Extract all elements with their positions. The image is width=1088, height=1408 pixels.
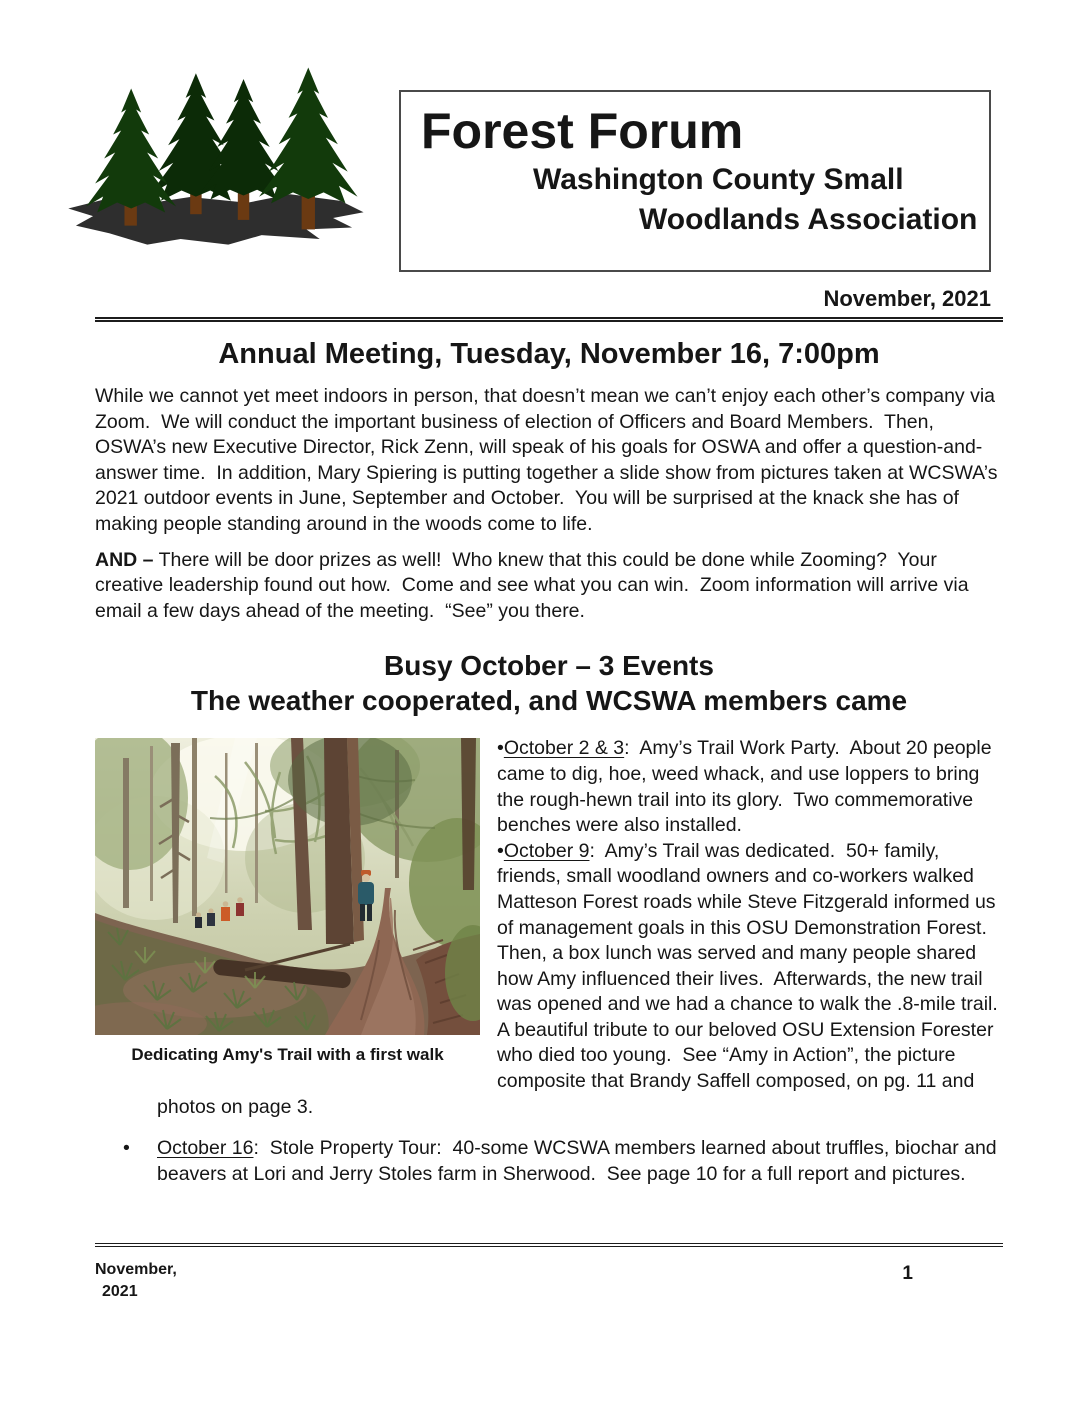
event-date-label: October 2 & 3 bbox=[503, 737, 625, 760]
event-bullet-oct-16 bbox=[95, 1136, 1003, 1187]
busy-october-heading-line1: Busy October – 3 Events bbox=[384, 650, 714, 682]
footer-date-line1: November, bbox=[95, 1261, 177, 1278]
event-date-label: October 9 bbox=[503, 839, 590, 862]
event-text: : Amy’s Trail was dedicated. 50+ family, friends, small woodland owners and co-workers walked Matteson Forest roads while Steve Fitzgerald informed us of management goals in this OSU Demonstration Forest. Then, a box lunch was served and many people shared how Amy influenced their lives. Afterwards, the new trail was opened and we had a chance to walk the .8-mile trail. A beautiful tribute to our beloved OSU Extension Forester who died too young. See “Amy in Action”, the picture composite that Brandy Saffell composed, on pg. 11 and photos on page 3. bbox=[157, 839, 1008, 1118]
page-footer bbox=[95, 1243, 1003, 1303]
trail-photo bbox=[95, 738, 480, 1035]
footer-date bbox=[95, 1259, 177, 1303]
masthead bbox=[0, 0, 1088, 272]
logo-trees-back bbox=[150, 73, 288, 201]
busy-october-heading-line2: The weather cooperated, and WCSWA members came bbox=[190, 685, 908, 717]
annual-meeting-paragraph: While we cannot yet meet indoors in person, that doesn’t mean we can’t enjoy each other’s company via Zoom. We will conduct the important business of election of Officers and Board Members. Then, OSWA’s new Executive Director, Rick Zenn, will speak of his goals for OSWA and offer a question-and-answer time. In addition, Mary Spiering is putting together a slide show from pictures taken at WCSWA’s 2021 outdoor events in June, September and October. You will be surprised at the knack she has of making people standing around in the woods come to life. bbox=[95, 385, 1003, 535]
event-text: : Amy’s Trail Work Party. About 20 people came to dig, hoe, weed whack, and use loppers to bring the rough-hewn trail into its glory. Two commemorative benches were also installed. bbox=[497, 737, 998, 837]
door-prizes-lead: AND – bbox=[95, 548, 154, 571]
busy-october-heading bbox=[95, 648, 1003, 718]
busy-october-section bbox=[95, 736, 1008, 1187]
header-rule bbox=[95, 317, 1003, 322]
bullet-dot-icon: • bbox=[497, 839, 504, 862]
footer-row bbox=[95, 1247, 1003, 1303]
pine-trees-logo bbox=[54, 58, 374, 258]
masthead-title-box bbox=[399, 90, 991, 272]
door-prizes-paragraph bbox=[95, 548, 1003, 625]
footer-date-line2: 2021 bbox=[102, 1283, 138, 1300]
event-text: : Stole Property Tour: 40-some WCSWA members learned about truffles, biochar and beavers at Lori and Jerry Stoles farm in Sherwood. See page 10 for a full report and pictures. bbox=[157, 1137, 1003, 1185]
bullet-dot-icon: • bbox=[497, 737, 504, 760]
annual-meeting-heading: Annual Meeting, Tuesday, November 16, 7:00pm bbox=[218, 338, 880, 370]
photo-caption: Dedicating Amy's Trail with a first walk bbox=[131, 1045, 444, 1065]
newsletter-subtitle-line2: Woodlands Association bbox=[639, 203, 978, 236]
page-number: 1 bbox=[902, 1263, 913, 1284]
trail-photo-figure bbox=[95, 738, 480, 1065]
newsletter-subtitle-line1: Washington County Small bbox=[533, 163, 904, 196]
newsletter-title: Forest Forum bbox=[421, 103, 744, 159]
door-prizes-text: There will be door prizes as well! Who knew that this could be done while Zooming? Your creative leadership found out how. Come and see what you can win. Zoom information will arrive via email a few days ahead of the meeting. “See” you there. bbox=[95, 548, 975, 622]
event-date-label: October 16 bbox=[157, 1137, 254, 1160]
bullet-dot-icon: • bbox=[123, 1137, 130, 1160]
issue-date: November, 2021 bbox=[823, 286, 991, 311]
